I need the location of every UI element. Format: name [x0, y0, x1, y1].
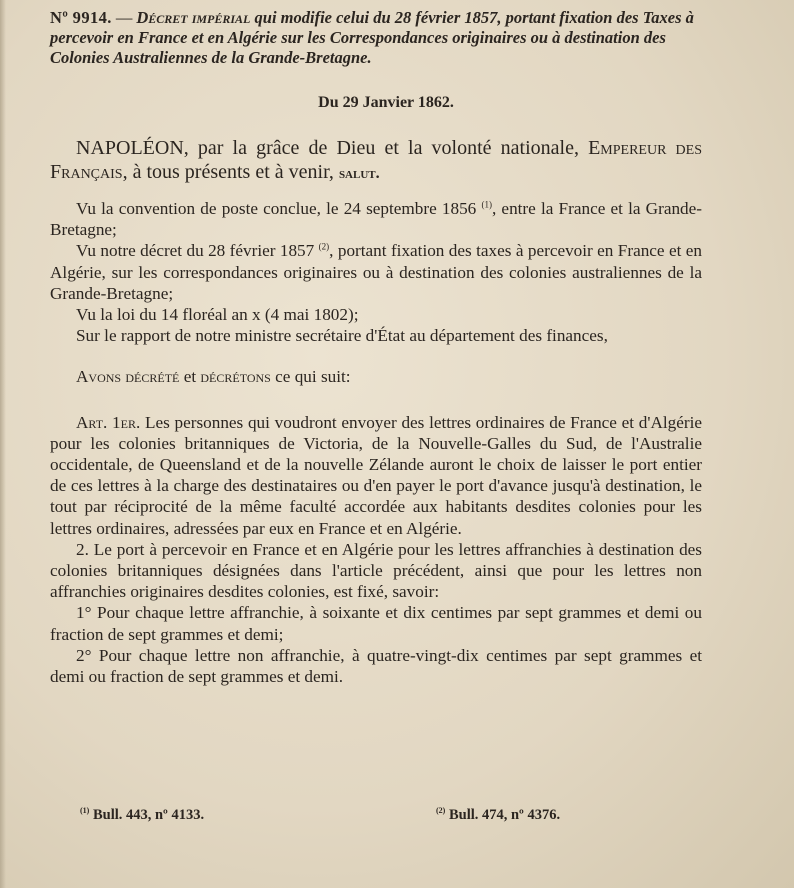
decree-title: qui modifie celui du 28 février 1857, portant fixation des Taxes à percevoir en France et en Algérie sur les Correspondances originaires ou à destination des Colonies Australiennes de la Grande-Bretagne. — [50, 8, 694, 67]
consideration-2-after: , portant fixation des taxes à percevoir en France et en Algérie, sur les correspondances originaires ou à destination des colonies australiennes de la Grande-Bretagne; — [50, 241, 702, 303]
avons-suit: ce qui suit: — [270, 367, 351, 387]
article-1-label: Art. 1er. — [76, 412, 141, 432]
decree-number: Nº 9914. — [50, 8, 112, 27]
consideration-2-before: Vu notre décret du 28 février 1857 — [76, 241, 315, 261]
preamble-text-1: , par la grâce de Dieu et la volonté nationale, — [183, 137, 589, 159]
footnote-ref-1: (1) — [481, 199, 492, 210]
page-edge-shadow — [0, 0, 6, 888]
footnote-1-text: Bull. 443, nº 4133. — [92, 806, 205, 823]
footnote-2-text: Bull. 474, nº 4376. — [448, 806, 561, 823]
decree-body — [50, 136, 702, 687]
decree-date: Du 29 Janvier 1862. — [318, 94, 454, 111]
footnote-2-mark: (2) — [436, 806, 446, 815]
article-2-item-2: 2° Pour chaque lettre non affranchie, à quatre-vingt-dix centimes par sept grammes et demi ou fraction de sept grammes et demi. — [50, 645, 702, 687]
article-2-item-1: 1° Pour chaque lettre affranchie, à soixante et dix centimes par sept grammes et demi ou fraction de sept grammes et demi; — [50, 603, 702, 644]
emperor-title: Empereur des Français — [50, 137, 702, 183]
consideration-1-after: , entre la France et la Grande-Bretagne; — [50, 199, 702, 240]
header-dash: — — [115, 8, 133, 27]
article-2: 2. Le port à percevoir en France et en Algérie pour les lettres affranchies à destination des colonies britanniques désignées dans l'article précédent, ainsi que pour les lettres non affranchies originaires desdites colonies, est fixé, savoir: — [50, 539, 702, 602]
salut: salut. — [338, 165, 380, 182]
preamble — [50, 136, 702, 186]
preamble-text-2: , à tous présents et à venir, — [122, 161, 339, 183]
decree-label: Décret impérial — [136, 8, 251, 27]
footnote-ref-2: (2) — [318, 241, 330, 252]
emperor-name: NAPOLÉON — [76, 137, 184, 159]
consideration-1 — [50, 198, 702, 240]
footnote-1-mark: (1) — [80, 806, 90, 815]
footnote-1 — [80, 806, 204, 824]
consideration-3: Vu la loi du 14 floréal an x (4 mai 1802); — [76, 305, 359, 325]
consideration-2 — [50, 240, 702, 304]
consideration-1-before: Vu la convention de poste conclue, le 24 septembre 1856 — [76, 199, 477, 218]
avons-et: et — [179, 367, 201, 387]
consideration-4: Sur le rapport de notre ministre secrétaire d'État au département des finances, — [76, 326, 608, 346]
footnote-2 — [436, 806, 560, 824]
decree-header — [50, 8, 702, 68]
enacting-clause — [50, 366, 702, 387]
avons-decrete: Avons décrété — [76, 367, 180, 387]
article-1-text: Les personnes qui voudront envoyer des lettres ordinaires de France et d'Algérie pour les colonies britanniques de Victoria, de la Nouvelle-Galles du Sud, de l'Australie occidentale, de Queensland et de la nouvelle Zélande auront le choix de laisser le port entier de ces lettres à la charge des destinataires ou d'en payer le port d'avance jusqu'à destination, le tout par réciprocité de la même faculté accordée aux habitants desdites colonies pour les lettres ordinaires, adressées par eux en France et en Algérie. — [50, 412, 702, 538]
avons-decretons: décrétons — [200, 367, 271, 387]
article-1 — [50, 412, 702, 539]
